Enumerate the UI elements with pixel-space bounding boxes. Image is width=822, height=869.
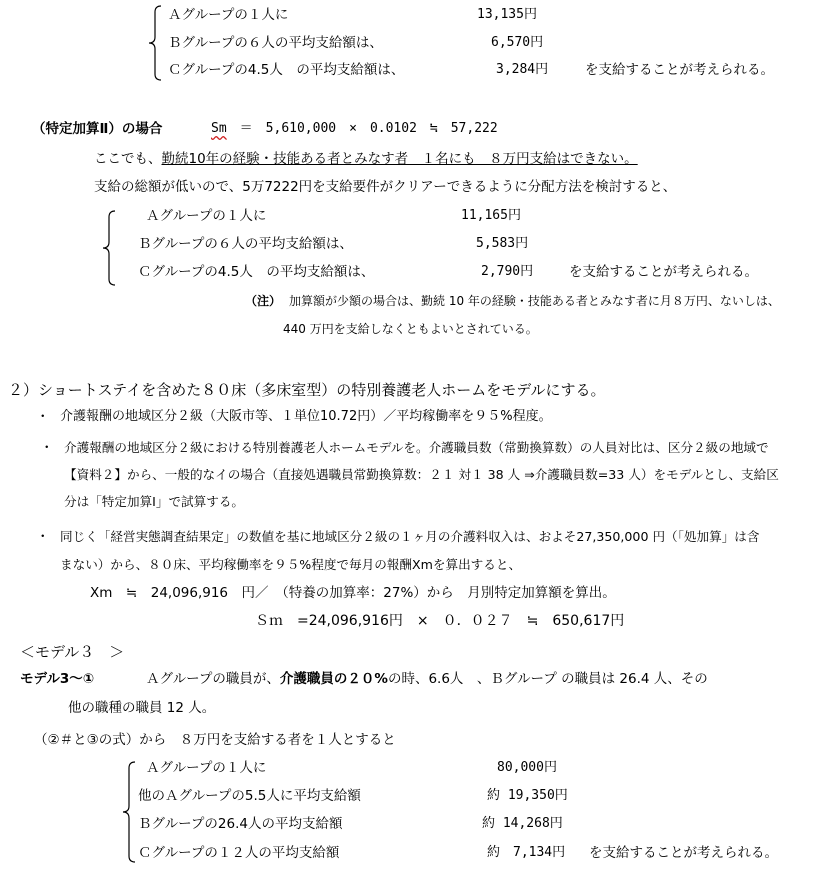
text-prefix: ここでも、 [94, 151, 162, 167]
allocation-row-label: Ｃグループの4.5人 の平均支給額は、 [138, 264, 375, 280]
note-text: 加算額が少額の場合は、勤続 10 年の経験・技能ある者とみなす者に月８万円、ないしは、 [289, 294, 780, 308]
model-text: の時、6.6人 、Ｂグループ の職員は 26.4 人、その [387, 671, 708, 687]
model-formula-intro: （②＃と③の式）から ８万円を支給する者を１人とすると [34, 732, 396, 748]
xm-formula: Xm ≒ 24,096,916 円／ （特養の加算率：27%）から 月別特定加算額を算出。 [90, 585, 616, 601]
bullet-icon: ・ [36, 529, 50, 545]
allocation-row-suffix: を支給することが考えられる。 [589, 845, 778, 861]
formula-symbol: Sm [211, 121, 227, 136]
allocation-row-suffix: を支給することが考えられる。 [569, 264, 758, 280]
special-addition-2-heading: （特定加算Ⅱ）の場合 [32, 121, 163, 137]
model-heading: ＜モデル３ ＞ [20, 643, 125, 661]
model-text-bold: 介護職員の２０% [279, 671, 388, 687]
allocation-row-value: 2,790円 [481, 264, 534, 279]
bullet-text: 同じく「経営実態調査結果定」の数値を基に地域区分２級の１ヶ月の介護料収入は、およそ27,350,000 円（「処加算」は含 [60, 529, 760, 544]
note-label: （注） [245, 294, 282, 308]
paragraph-line: 支給の総額が低いので、5万7222円を支給要件がクリアーできるように分配方法を検討すると、 [94, 179, 677, 195]
sm-formula: Ｓｍ =24,096,916円 × ０．０２７ ≒ 650,617円 [255, 613, 625, 629]
allocation-row-label: Ｂグループの６人の平均支給額は、 [138, 236, 353, 252]
allocation-row-label: Ｃグループの１２人の平均支給額 [138, 845, 340, 861]
allocation-row-value: 5,583円 [476, 236, 529, 251]
allocation-row-value: 約 14,268円 [482, 816, 563, 831]
bullet-text: 介護報酬の地域区分２級（大阪市等、１単位10.72円）／平均稼働率を９５%程度。 [60, 409, 552, 424]
underlined-text: 勤続10年の経験・技能ある者とみなす者 １名にも ８万円支給はできない。 [161, 151, 638, 167]
model-label: モデル3～① [20, 671, 95, 687]
section-heading: ２）ショートステイを含めた８０床（多床室型）の特別養護老人ホームをモデルにする。 [8, 381, 606, 399]
allocation-row-label: Ｂグループの26.4人の平均支給額 [138, 816, 343, 832]
brace-icon [147, 4, 163, 82]
allocation-row-label: 他のＡグループの5.5人に平均支給額 [138, 788, 361, 804]
allocation-row-value: 6,570円 [491, 35, 544, 50]
brace-icon [101, 209, 117, 287]
formula-sm [211, 121, 498, 137]
bullet-text: 分は「特定加算Ⅰ」で試算する。 [64, 494, 245, 509]
formula-expression: ＝ 5,610,000 × 0.0102 ≒ 57,222 [239, 121, 498, 136]
bullet-text: 介護報酬の地域区分２級における特別養護老人ホームモデルを。介護職員数（常勤換算数）の人員対比は、区分２級の地域で [64, 440, 769, 455]
allocation-row-label: Ａグループの１人に [146, 208, 267, 224]
note-text: 440 万円を支給しなくともよいとされている。 [283, 322, 538, 336]
bullet-icon: ・ [40, 440, 54, 456]
allocation-row-value: 3,284円 [496, 62, 549, 77]
model-description: 他の職種の職員 12 人。 [68, 700, 216, 716]
allocation-row-value: 約 19,350円 [487, 788, 568, 803]
model-description [146, 671, 708, 687]
allocation-row-label: Ｂグループの６人の平均支給額は、 [168, 35, 383, 51]
allocation-row-label: Ａグループの１人に [146, 760, 267, 776]
bullet-text: 【資料２】から、一般的なイの場合（直接処遇職員常勤換算数：２１ 対１ 38 人 ⇒介護職員数=33 人）をモデルとし、支給区 [64, 467, 779, 482]
paragraph-line [94, 151, 638, 167]
allocation-row-value: 80,000円 [497, 760, 557, 775]
bullet-text: まない）から、８０床、平均稼働率を９５%程度で毎月の報酬Xmを算出すると、 [60, 557, 522, 572]
allocation-row-value: 11,165円 [461, 208, 521, 223]
model-text: Ａグループの職員が、 [146, 671, 280, 687]
allocation-row-value: 13,135円 [477, 7, 537, 22]
allocation-row-label: Ａグループの１人に [168, 7, 289, 23]
allocation-row-suffix: を支給することが考えられる。 [585, 62, 774, 78]
bullet-icon: ・ [36, 409, 50, 425]
allocation-row-label: Ｃグループの4.5人 の平均支給額は、 [168, 62, 405, 78]
allocation-row-value: 約 7,134円 [487, 845, 566, 860]
brace-icon [121, 760, 137, 864]
